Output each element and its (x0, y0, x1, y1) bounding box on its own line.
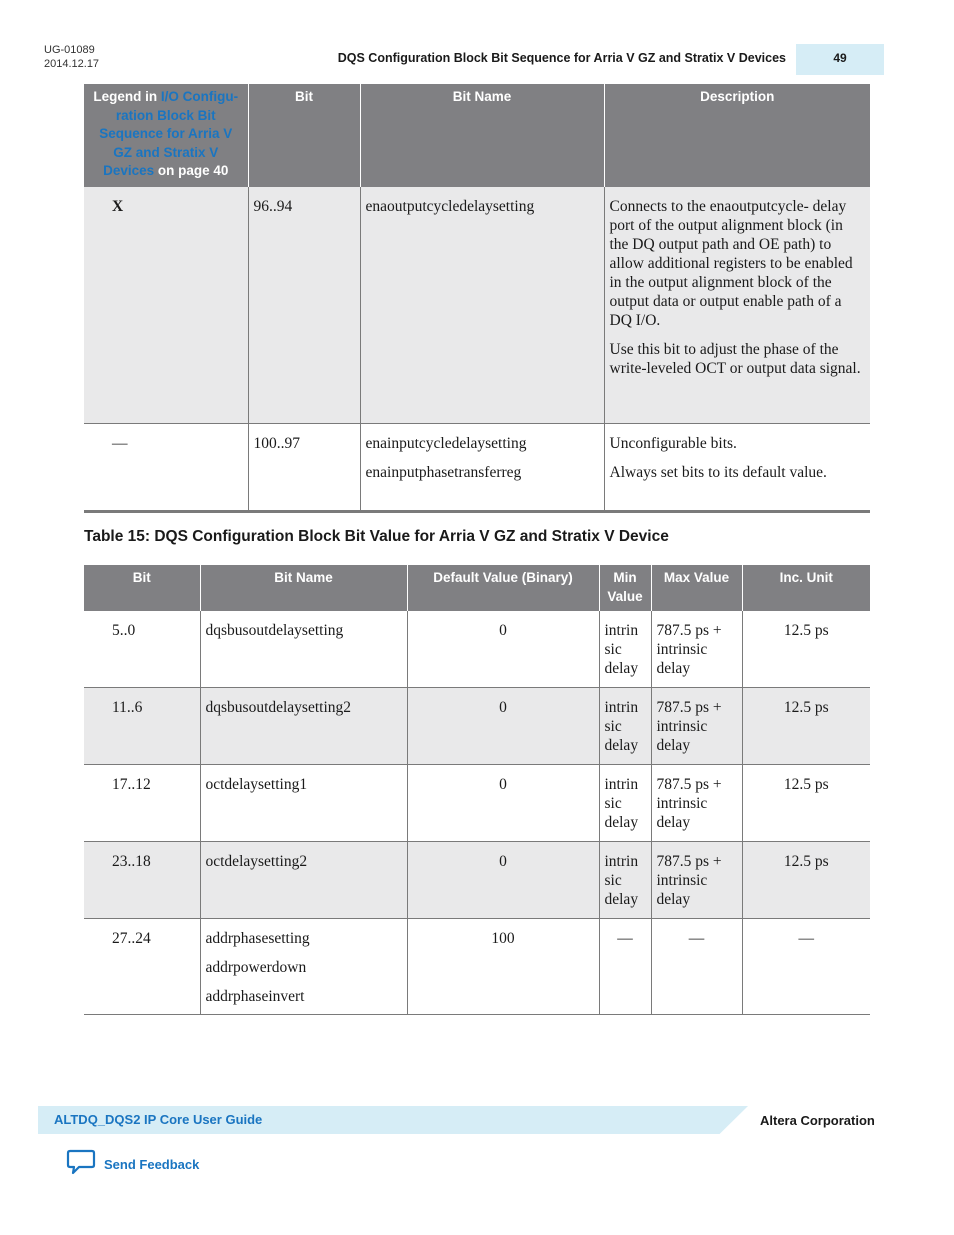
max-value-header: Max Value (651, 565, 742, 611)
bit-name-header: Bit Name (360, 84, 604, 187)
inc-unit-cell: 12.5 ps (742, 765, 870, 842)
legend-cell: — (84, 424, 248, 512)
min-value-cell: intrin sic delay (599, 765, 651, 842)
table-row (84, 611, 870, 688)
inc-unit-cell: — (742, 919, 870, 1015)
table-header-row (84, 565, 870, 611)
bit-value-table (84, 565, 870, 1015)
footer-guide-link[interactable]: ALTDQ_DQS2 IP Core User Guide (54, 1112, 263, 1127)
footer-corporation: Altera Corporation (760, 1113, 875, 1128)
max-value-cell: 787.5 ps + intrinsic delay (651, 611, 742, 688)
table-caption: Table 15: DQS Configuration Block Bit Value for Arria V GZ and Stratix V Device (84, 528, 669, 545)
bit-name: dqsbusoutdelaysetting (205, 622, 344, 639)
bit-cell: 11..6 (84, 688, 200, 765)
bit-name: octdelaysetting2 (205, 853, 308, 870)
legend-reference-link[interactable]: I/O Configu- ration Block Bit Sequence for Arria V GZ and Stratix V Devices (99, 89, 239, 178)
default-value-cell: 0 (407, 765, 599, 842)
legend-prefix: Legend in (93, 89, 161, 104)
table-row (84, 424, 870, 512)
table-row (84, 688, 870, 765)
table-row (84, 765, 870, 842)
running-title: DQS Configuration Block Bit Sequence for Arria V GZ and Stratix V Devices (337, 51, 786, 65)
bit-name: addrpowerdown (205, 959, 307, 976)
default-value-cell: 0 (407, 611, 599, 688)
description-paragraph: Use this bit to adjust the phase of the write-leveled OCT or output data signal. (609, 341, 861, 377)
description-cell (604, 187, 870, 424)
default-value-cell: 0 (407, 688, 599, 765)
bit-name: addrphasesetting (205, 930, 310, 947)
bit-name-cell (200, 611, 407, 688)
default-value-cell: 100 (407, 919, 599, 1015)
max-value-cell: — (651, 919, 742, 1015)
inc-unit-cell: 12.5 ps (742, 688, 870, 765)
bit-cell: 27..24 (84, 919, 200, 1015)
send-feedback-link[interactable] (66, 1150, 226, 1178)
inc-unit-cell: 12.5 ps (742, 842, 870, 919)
min-value-cell: intrin sic delay (599, 611, 651, 688)
inc-unit-header: Inc. Unit (742, 565, 870, 611)
default-value-header: Default Value (Binary) (407, 565, 599, 611)
bit-name-cell (360, 424, 604, 512)
max-value-cell: 787.5 ps + intrinsic delay (651, 842, 742, 919)
bit-name: enainputphasetransferreg (365, 464, 522, 481)
bit-name-cell (200, 919, 407, 1015)
description-header: Description (604, 84, 870, 187)
legend-cell: X (84, 187, 248, 424)
document-date: 2014.12.17 (44, 58, 100, 70)
table-header-row (84, 84, 870, 187)
min-value-cell: intrin sic delay (599, 688, 651, 765)
inc-unit-cell: 12.5 ps (742, 611, 870, 688)
bit-header: Bit (248, 84, 360, 187)
table-row (84, 187, 870, 424)
default-value-cell: 0 (407, 842, 599, 919)
page-number-box (796, 44, 884, 75)
description-paragraph: Unconfigurable bits. (609, 435, 737, 452)
bit-cell: 96..94 (248, 187, 360, 424)
bit-sequence-table (84, 84, 870, 513)
page-number: 49 (833, 51, 847, 65)
max-value-cell: 787.5 ps + intrinsic delay (651, 765, 742, 842)
bit-cell: 17..12 (84, 765, 200, 842)
legend-suffix: on page 40 (154, 163, 229, 178)
description-cell (604, 424, 870, 512)
bit-name: enaoutputcycledelaysetting (365, 198, 535, 215)
bit-name-cell (200, 765, 407, 842)
bit-name: octdelaysetting1 (205, 776, 308, 793)
document-id-block (44, 43, 99, 71)
send-feedback-label: Send Feedback (104, 1156, 200, 1172)
bit-name-cell (200, 688, 407, 765)
document-number: UG-01089 (44, 44, 95, 56)
table-row (84, 842, 870, 919)
bit-name: addrphaseinvert (205, 988, 305, 1005)
bit-name-header: Bit Name (200, 565, 407, 611)
min-value-header: Min Value (599, 565, 651, 611)
description-paragraph: Always set bits to its default value. (609, 464, 827, 481)
legend-header (84, 84, 248, 187)
bit-name: dqsbusoutdelaysetting2 (205, 699, 352, 716)
bit-name-cell (200, 842, 407, 919)
speech-bubble-icon (66, 1149, 96, 1180)
bit-cell: 5..0 (84, 611, 200, 688)
max-value-cell: 787.5 ps + intrinsic delay (651, 688, 742, 765)
bit-name: enainputcycledelaysetting (365, 435, 527, 452)
bit-cell: 100..97 (248, 424, 360, 512)
table-row (84, 919, 870, 1015)
min-value-cell: intrin sic delay (599, 842, 651, 919)
min-value-cell: — (599, 919, 651, 1015)
bit-header: Bit (84, 565, 200, 611)
bit-name-cell (360, 187, 604, 424)
description-paragraph: Connects to the enaoutputcycle- delay port of the output alignment block (in the DQ output path and OE path) to allow additional registers to be enabled in the output alignment block of the output data or output enable path of a DQ I/O. (609, 198, 853, 329)
bit-cell: 23..18 (84, 842, 200, 919)
